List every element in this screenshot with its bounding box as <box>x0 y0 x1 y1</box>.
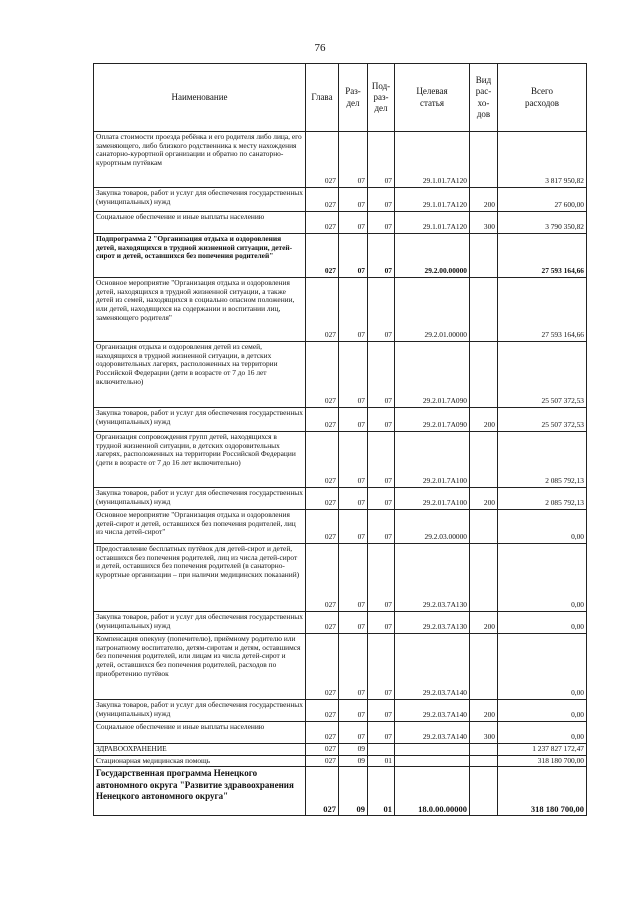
table-row <box>94 278 587 342</box>
cell-vid <box>470 767 498 816</box>
cell-vid: 200 <box>470 188 498 212</box>
cell-razdel: 07 <box>339 432 368 488</box>
cell-vid: 200 <box>470 488 498 510</box>
cell-name: Закупка товаров, работ и услуг для обеспечения государственных (муниципальных) нужд <box>94 488 306 510</box>
cell-razdel: 07 <box>339 612 368 634</box>
cell-podrazdel: 07 <box>368 634 395 700</box>
cell-glava: 027 <box>306 488 339 510</box>
table-row <box>94 188 587 212</box>
cell-target: 29.1.01.7А120 <box>395 188 470 212</box>
cell-vid <box>470 432 498 488</box>
cell-podrazdel: 01 <box>368 755 395 767</box>
cell-podrazdel: 07 <box>368 278 395 342</box>
table-row <box>94 132 587 188</box>
cell-podrazdel: 07 <box>368 188 395 212</box>
table-row <box>94 722 587 744</box>
cell-glava: 027 <box>306 212 339 234</box>
cell-razdel: 07 <box>339 700 368 722</box>
cell-vid <box>470 510 498 544</box>
cell-vid <box>470 744 498 756</box>
cell-total: 27 600,00 <box>498 188 587 212</box>
table-row <box>94 544 587 612</box>
cell-razdel: 07 <box>339 510 368 544</box>
cell-vid <box>470 755 498 767</box>
cell-total: 27 593 164,66 <box>498 234 587 278</box>
cell-glava: 027 <box>306 700 339 722</box>
cell-name: Подпрограмма 2 "Организация отдыха и оздоровления детей, находящихся в трудной жизненной ситуации, детей-сирот и детей, оставшихся без попечения родителей" <box>94 234 306 278</box>
cell-podrazdel: 07 <box>368 408 395 432</box>
cell-target <box>395 744 470 756</box>
cell-total: 318 180 700,00 <box>498 767 587 816</box>
page-number: 76 <box>314 42 326 54</box>
table-row <box>94 744 587 756</box>
cell-total: 2 085 792,13 <box>498 432 587 488</box>
cell-target: 29.2.03.00000 <box>395 510 470 544</box>
cell-vid: 200 <box>470 612 498 634</box>
cell-vid: 200 <box>470 408 498 432</box>
cell-vid <box>470 342 498 408</box>
table-row <box>94 634 587 700</box>
cell-podrazdel: 07 <box>368 544 395 612</box>
cell-total: 318 180 700,00 <box>498 755 587 767</box>
table-row <box>94 342 587 408</box>
cell-target <box>395 755 470 767</box>
cell-total: 0,00 <box>498 634 587 700</box>
header-podrazdel: Под- раз- дел <box>368 64 395 132</box>
cell-total: 0,00 <box>498 544 587 612</box>
cell-podrazdel: 07 <box>368 432 395 488</box>
cell-target: 18.0.00.00000 <box>395 767 470 816</box>
cell-vid <box>470 634 498 700</box>
cell-name: Компенсация опекуну (попечителю), приёмному родителю или патронатному воспитателю, детям-сиротам и детям, оставшимся без попечения родителей, или лицам из числа детей-сирот и детей, оставшихся без попечения родителей, расходов по приобретению путёвок <box>94 634 306 700</box>
cell-total: 1 237 827 172,47 <box>498 744 587 756</box>
cell-razdel: 07 <box>339 634 368 700</box>
cell-podrazdel: 07 <box>368 722 395 744</box>
cell-podrazdel: 07 <box>368 234 395 278</box>
cell-total: 0,00 <box>498 510 587 544</box>
cell-razdel: 09 <box>339 744 368 756</box>
cell-total: 0,00 <box>498 722 587 744</box>
cell-target: 29.2.01.7А090 <box>395 342 470 408</box>
cell-total: 27 593 164,66 <box>498 278 587 342</box>
cell-razdel: 07 <box>339 544 368 612</box>
cell-podrazdel: 07 <box>368 612 395 634</box>
cell-name: Основное мероприятие "Организация отдыха и оздоровления детей, находящихся в трудной жизненной ситуации, а также детей из семей, находящихся в социально опасном положении, или детей, находящихся на содержании и воспитании лиц, заменяющего родителя" <box>94 278 306 342</box>
cell-vid <box>470 278 498 342</box>
cell-vid <box>470 132 498 188</box>
table-row <box>94 234 587 278</box>
cell-razdel: 07 <box>339 212 368 234</box>
cell-razdel: 07 <box>339 488 368 510</box>
cell-target: 29.2.03.7А140 <box>395 634 470 700</box>
cell-target: 29.1.01.7А120 <box>395 132 470 188</box>
cell-name: Закупка товаров, работ и услуг для обеспечения государственных (муниципальных) нужд <box>94 700 306 722</box>
cell-podrazdel: 07 <box>368 488 395 510</box>
cell-podrazdel: 07 <box>368 510 395 544</box>
table-row <box>94 767 587 816</box>
cell-name: Закупка товаров, работ и услуг для обеспечения государственных (муниципальных) нужд <box>94 612 306 634</box>
cell-name: Социальное обеспечение и иные выплаты населению <box>94 212 306 234</box>
cell-razdel: 07 <box>339 342 368 408</box>
table-row <box>94 755 587 767</box>
cell-glava: 027 <box>306 432 339 488</box>
header-glava: Глава <box>306 64 339 132</box>
cell-razdel: 09 <box>339 767 368 816</box>
cell-podrazdel: 01 <box>368 767 395 816</box>
cell-name: Закупка товаров, работ и услуг для обеспечения государственных (муниципальных) нужд <box>94 408 306 432</box>
header-name: Наименование <box>94 64 306 132</box>
cell-glava: 027 <box>306 188 339 212</box>
cell-vid: 300 <box>470 722 498 744</box>
cell-name: Предоставление бесплатных путёвок для детей-сирот и детей, оставшихся без попечения родителей, лиц из числа детей-сирот и детей, оставшихся без попечения родителей (в санаторно-курортные организации – при наличии медицинских показаний) <box>94 544 306 612</box>
cell-glava: 027 <box>306 278 339 342</box>
cell-glava: 027 <box>306 234 339 278</box>
cell-total: 2 085 792,13 <box>498 488 587 510</box>
cell-name: Закупка товаров, работ и услуг для обеспечения государственных (муниципальных) нужд <box>94 188 306 212</box>
cell-razdel: 07 <box>339 722 368 744</box>
table-row <box>94 408 587 432</box>
cell-total: 3 790 350,82 <box>498 212 587 234</box>
table-row <box>94 700 587 722</box>
cell-target: 29.2.01.7А100 <box>395 488 470 510</box>
table-row <box>94 510 587 544</box>
cell-razdel: 07 <box>339 408 368 432</box>
cell-glava: 027 <box>306 634 339 700</box>
cell-vid: 200 <box>470 700 498 722</box>
header-total: Всего расходов <box>498 64 587 132</box>
cell-total: 3 817 950,82 <box>498 132 587 188</box>
cell-name: Государственная программа Ненецкого автономного округа "Развитие здравоохранения Ненецкого автономного округа" <box>94 767 306 816</box>
cell-target: 29.2.03.7А130 <box>395 544 470 612</box>
cell-name: Оплата стоимости проезда ребёнка и его родителя либо лица, его заменяющего, либо близкого родственника к месту нахождения санаторно-курортной организации и обратно по санаторно-курортным путёвкам <box>94 132 306 188</box>
cell-podrazdel: 07 <box>368 132 395 188</box>
cell-total: 0,00 <box>498 700 587 722</box>
cell-glava: 027 <box>306 612 339 634</box>
cell-target: 29.2.03.7А140 <box>395 722 470 744</box>
cell-name: Социальное обеспечение и иные выплаты населению <box>94 722 306 744</box>
cell-total: 25 507 372,53 <box>498 342 587 408</box>
cell-name: Стационарная медицинская помощь <box>94 755 306 767</box>
cell-glava: 027 <box>306 767 339 816</box>
cell-name: Организация сопровождения групп детей, находящихся в трудной жизненной ситуации, в детских оздоровительных лагерях, расположенных на территории Российской Федерации (дети в возрасте от 7 до 16 лет включительно) <box>94 432 306 488</box>
cell-total: 25 507 372,53 <box>498 408 587 432</box>
cell-vid: 300 <box>470 212 498 234</box>
table-row <box>94 488 587 510</box>
cell-target: 29.1.01.7А120 <box>395 212 470 234</box>
header-razdel: Раз- дел <box>339 64 368 132</box>
cell-glava: 027 <box>306 755 339 767</box>
cell-glava: 027 <box>306 408 339 432</box>
cell-razdel: 07 <box>339 234 368 278</box>
cell-podrazdel: 07 <box>368 342 395 408</box>
cell-target: 29.2.03.7А130 <box>395 612 470 634</box>
table-row <box>94 212 587 234</box>
cell-target: 29.2.00.00000 <box>395 234 470 278</box>
budget-table <box>93 63 587 816</box>
cell-podrazdel: 07 <box>368 700 395 722</box>
cell-glava: 027 <box>306 132 339 188</box>
cell-glava: 027 <box>306 744 339 756</box>
table-row <box>94 612 587 634</box>
cell-glava: 027 <box>306 544 339 612</box>
cell-podrazdel <box>368 744 395 756</box>
cell-vid <box>470 544 498 612</box>
cell-name: Организация отдыха и оздоровления детей из семей, находящихся в трудной жизненной ситуации, в детских оздоровительных лагерях, расположенных на территории Российской Федерации (дети в возрасте от 7 до 16 лет включительно) <box>94 342 306 408</box>
cell-glava: 027 <box>306 510 339 544</box>
cell-target: 29.2.01.7А090 <box>395 408 470 432</box>
table-body <box>94 132 587 816</box>
cell-vid <box>470 234 498 278</box>
cell-glava: 027 <box>306 722 339 744</box>
table-row <box>94 432 587 488</box>
cell-razdel: 07 <box>339 188 368 212</box>
cell-total: 0,00 <box>498 612 587 634</box>
cell-target: 29.2.01.7А100 <box>395 432 470 488</box>
cell-glava: 027 <box>306 342 339 408</box>
cell-razdel: 07 <box>339 278 368 342</box>
table-header-row <box>94 64 587 132</box>
cell-razdel: 07 <box>339 132 368 188</box>
cell-razdel: 09 <box>339 755 368 767</box>
cell-name: Основное мероприятие "Организация отдыха и оздоровления детей-сирот и детей, оставшихся без попечения родителей, лиц из числа детей-сирот" <box>94 510 306 544</box>
cell-target: 29.2.03.7А140 <box>395 700 470 722</box>
cell-target: 29.2.01.00000 <box>395 278 470 342</box>
cell-name: ЗДРАВООХРАНЕНИЕ <box>94 744 306 756</box>
header-target: Целевая статья <box>395 64 470 132</box>
header-vid: Вид рас- хо- дов <box>470 64 498 132</box>
cell-podrazdel: 07 <box>368 212 395 234</box>
